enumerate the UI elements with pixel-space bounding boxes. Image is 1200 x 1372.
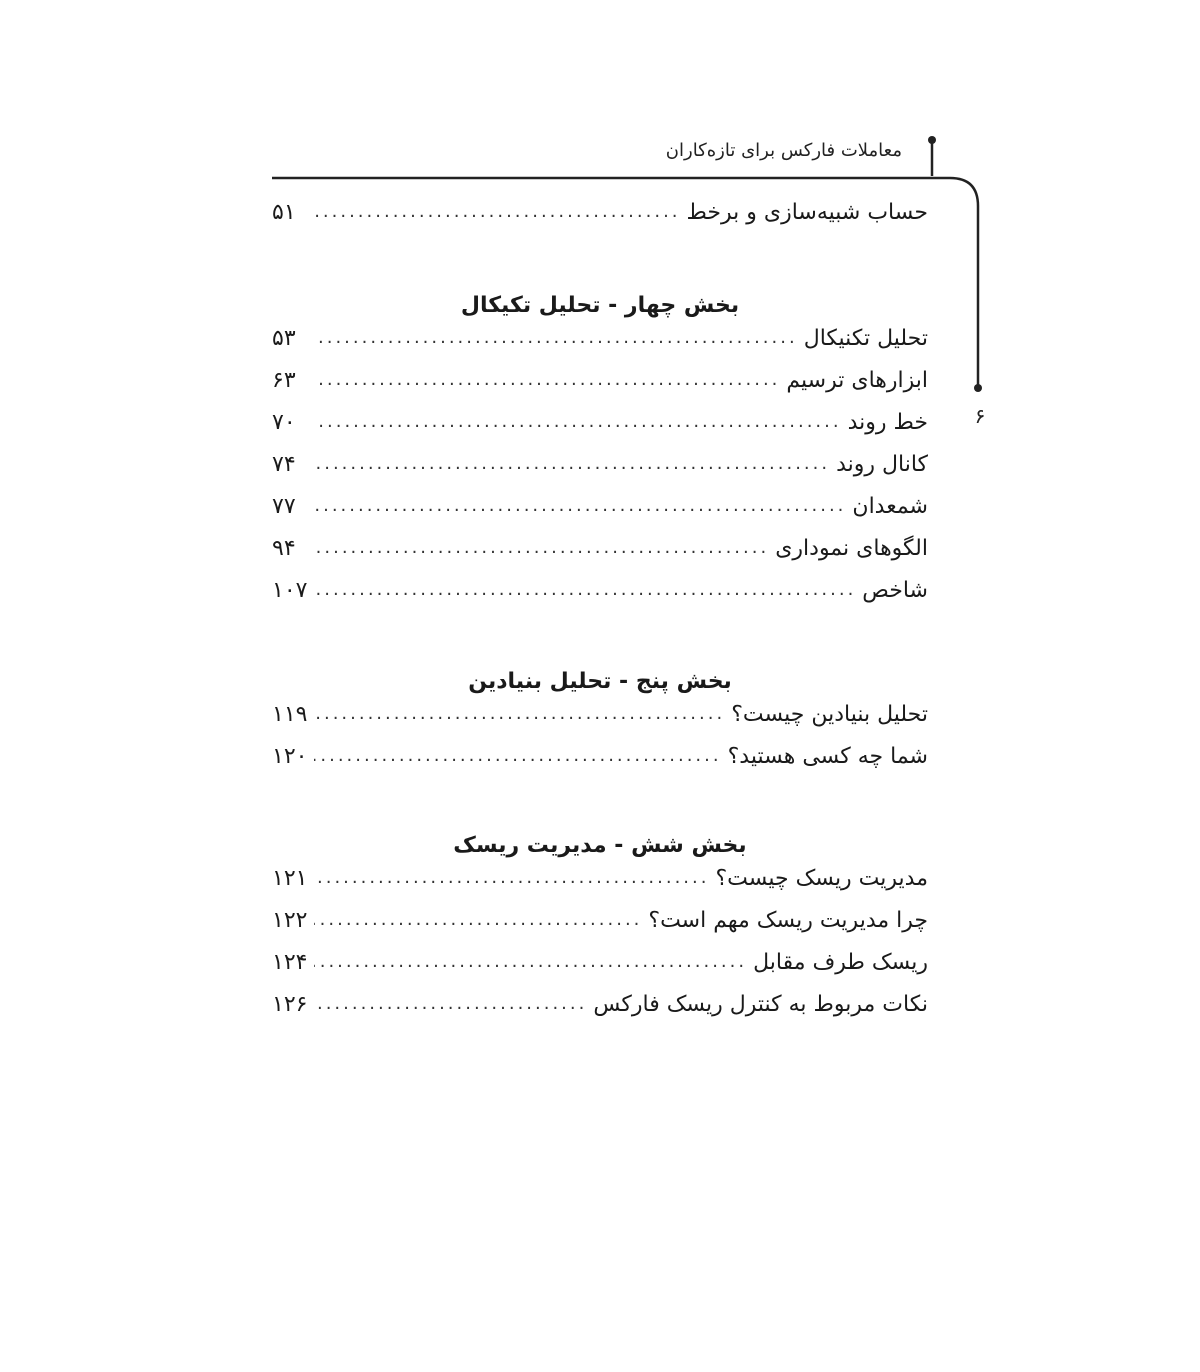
toc-entry-page: ۹۴ — [272, 536, 296, 561]
toc-entry-title: چرا مدیریت ریسک مهم است؟ — [648, 908, 928, 933]
toc-entry-page: ۷۷ — [272, 494, 296, 519]
toc-dot-leader — [314, 327, 798, 348]
toc-dot-leader — [314, 703, 725, 724]
toc-entry-title: الگوهای نموداری — [775, 536, 928, 561]
toc-entry — [272, 908, 928, 950]
toc-dot-leader — [314, 909, 642, 930]
toc-entry — [272, 578, 928, 620]
toc-entry-title: شما چه کسی هستید؟ — [727, 744, 928, 769]
toc-entry-page: ۵۱ — [272, 200, 296, 225]
toc-entry-page: ۱۲۰ — [272, 744, 308, 769]
toc-entry-page: ۱۲۲ — [272, 908, 308, 933]
toc-dot-leader — [314, 537, 769, 558]
toc-entry-page: ۱۲۶ — [272, 992, 308, 1017]
toc-entry — [272, 200, 928, 242]
toc-section-6 — [272, 826, 928, 1034]
toc-dot-leader — [314, 993, 587, 1014]
toc-entry-title: ریسک طرف مقابل — [753, 950, 928, 975]
toc-entry-title: نکات مربوط به کنترل ریسک فارکس — [593, 992, 928, 1017]
toc-entry — [272, 368, 928, 410]
toc-entry — [272, 410, 928, 452]
toc-entry-page: ۷۰ — [272, 410, 296, 435]
toc-entry-page: ۱۲۴ — [272, 950, 308, 975]
toc-section-5 — [272, 662, 928, 786]
toc-dot-leader — [314, 411, 842, 432]
toc-entry-page: ۱۲۱ — [272, 866, 308, 891]
toc-entry — [272, 326, 928, 368]
toc-entry — [272, 744, 928, 786]
toc-section-4 — [272, 286, 928, 620]
toc-entry — [272, 452, 928, 494]
toc-entry — [272, 494, 928, 536]
page-number: ۶ — [974, 404, 986, 428]
toc-entry — [272, 702, 928, 744]
toc-entry-title: کانال روند — [836, 452, 928, 477]
toc-entry-title: شمعدان — [852, 494, 928, 519]
toc-dot-leader — [314, 579, 856, 600]
toc-entry-page: ۶۳ — [272, 368, 296, 393]
section-heading: بخش پنج - تحلیل بنیادین — [468, 669, 732, 694]
toc-entry — [272, 950, 928, 992]
section-heading: بخش شش - مدیریت ریسک — [453, 833, 747, 858]
toc-entry — [272, 992, 928, 1034]
toc-entry-page: ۱۰۷ — [272, 578, 308, 603]
running-header-title: معاملات فارکس برای تازه‌کاران — [665, 140, 902, 161]
toc-entry — [272, 536, 928, 578]
toc-entry-title: خط روند — [847, 410, 928, 435]
toc-entry-page: ۷۴ — [272, 452, 296, 477]
header-dot-top — [928, 136, 936, 144]
toc-dot-leader — [314, 951, 747, 972]
toc-dot-leader — [314, 369, 780, 390]
toc-dot-leader — [314, 453, 830, 474]
toc-entry-title: تحلیل تکنیکال — [803, 326, 928, 351]
toc-entry-page: ۵۳ — [272, 326, 296, 351]
section-heading: بخش چهار - تحلیل تکیکال — [460, 293, 740, 318]
toc-entry-page: ۱۱۹ — [272, 702, 308, 727]
toc-intro — [272, 200, 928, 242]
toc-entry — [272, 866, 928, 908]
toc-dot-leader — [314, 495, 846, 516]
toc-entry-title: تحلیل بنیادین چیست؟ — [731, 702, 928, 727]
side-rule-dot — [974, 384, 982, 392]
toc-entry-title: مدیریت ریسک چیست؟ — [715, 866, 928, 891]
toc-entry-title: ابزارهای ترسیم — [786, 368, 928, 393]
toc-dot-leader — [314, 745, 722, 766]
toc-entry-title: شاخص — [862, 578, 928, 603]
toc-dot-leader — [314, 201, 681, 222]
toc-entry-title: حساب شبیه‌سازی و برخط — [686, 200, 928, 225]
toc-dot-leader — [314, 867, 709, 888]
